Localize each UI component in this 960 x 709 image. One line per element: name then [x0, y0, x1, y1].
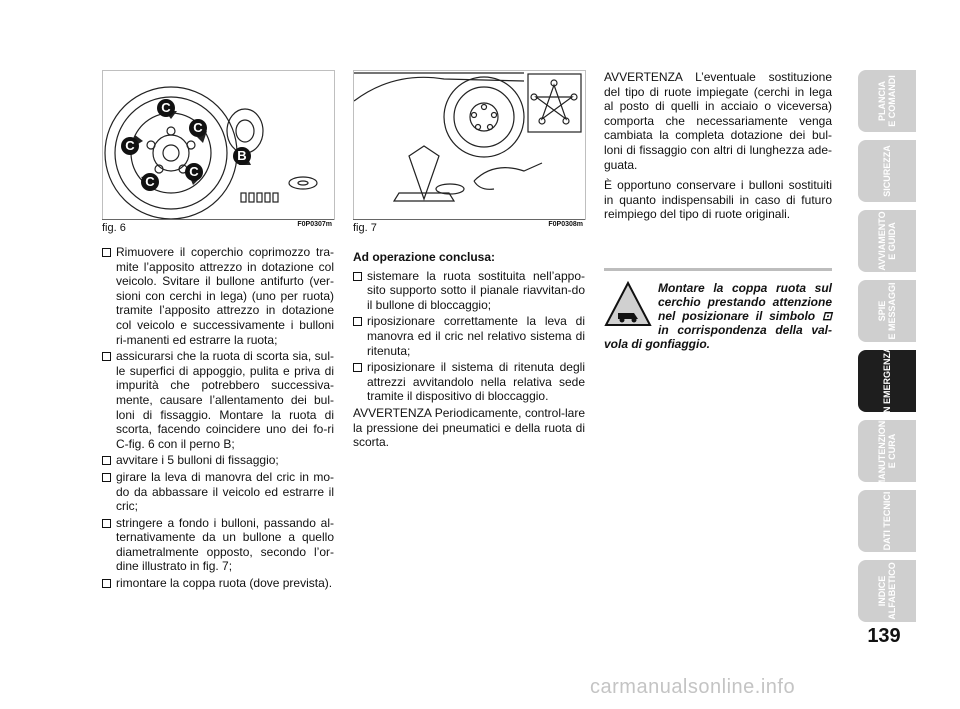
column-2 — [353, 250, 585, 452]
column-1 — [102, 245, 334, 593]
column-3 — [604, 70, 832, 224]
tab-indice-alfabetico[interactable]: INDICE ALFABETICO — [858, 560, 916, 622]
advice-paragraph: È opportuno conservare i bulloni sostituiti in quanto indispensabili in caso di futuro reimpiego del tipo di ruote originali. — [604, 178, 832, 222]
list-item: girare la leva di manovra del cric in mo-do da abbassare il veicolo ed estrarre il cric; — [102, 470, 334, 514]
bolt-hole-label-c: C — [157, 99, 175, 117]
bolt-hole-label-c: C — [121, 137, 139, 155]
note-paragraph: AVVERTENZA Periodicamente, control-lare la pressione dei pneumatici e della ruota di scorta. — [353, 405, 585, 450]
list-item: avvitare i 5 bulloni di fissaggio; — [102, 453, 334, 468]
list-item: riposizionare il sistema di ritenuta degli attrezzi avvitandolo nella relativa sede tramite il dispositivo di bloccaggio. — [353, 360, 585, 404]
warning-triangle-icon — [604, 281, 652, 327]
list-item: assicurarsi che la ruota di scorta sia, sul-le superfici di appoggio, pulita e priva di impurità che potrebbero successiva-mente, causare l’allentamento dei bul-loni di fissaggio. Montare la ruota di scorta, facendo coincidere uno dei fo-ri C-fig. 6 con il perno B; — [102, 349, 334, 451]
figure-7 — [353, 70, 586, 220]
list-item: sistemare la ruota sostituita nell’appo-sito supporto sotto il pianale riavvitan-do il bullone di bloccaggio; — [353, 269, 585, 313]
jack-and-wheel-illustration — [354, 71, 585, 219]
pin-label-b: B — [233, 147, 251, 165]
figure-6-code: F0P0307m — [297, 221, 332, 228]
procedure-list — [102, 245, 334, 591]
tab-in-emergenza[interactable]: IN EMERGENZA — [858, 350, 916, 412]
figure-6-caption: fig. 6 — [102, 222, 126, 234]
list-item: Rimuovere il coperchio coprimozzo tra-mite l’apposito attrezzo in dotazione col veicolo. Svitare il bullone antifurto (ver-sioni con cerchi in lega) (uno per ruota) tramite l’apposito attrezzo in dotazione col veicolo e successivamente i bulloni ri-manenti ed estrarre la ruota; — [102, 245, 334, 347]
bolt-hole-label-c: C — [189, 119, 207, 137]
tab-plancia-e-comandi[interactable]: PLANCIA E COMANDI — [858, 70, 916, 132]
section-heading: Ad operazione conclusa: — [353, 250, 496, 264]
page-number: 139 — [867, 625, 901, 647]
tab-spie-e-messaggi[interactable]: SPIE E MESSAGGI — [858, 280, 916, 342]
warning-text: Montare la coppa ruota sul cerchio prestando attenzione nel posizionare il simbolo ⊡ in corrispondenza della val-vola di gonfiaggio. — [604, 281, 832, 351]
tab-dati-tecnici[interactable]: DATI TECNICI — [858, 490, 916, 552]
watermark: carmanualsonline.info — [590, 676, 796, 698]
bolt-hole-label-c: C — [185, 163, 203, 181]
bolt-hole-label-c: C — [141, 173, 159, 191]
figure-7-caption-rule — [353, 219, 585, 220]
figure-6 — [102, 70, 335, 220]
warning-box — [604, 268, 832, 351]
tab-avviamento-e-guida[interactable]: AVVIAMENTO E GUIDA — [858, 210, 916, 272]
post-operation-list — [353, 269, 585, 404]
figure-7-code: F0P0308m — [548, 221, 583, 228]
tab-manutenzione-e-cura[interactable]: MANUTENZIONE E CURA — [858, 420, 916, 482]
figure-7-caption: fig. 7 — [353, 222, 377, 234]
tab-sicurezza[interactable]: SICUREZZA — [858, 140, 916, 202]
list-item: stringere a fondo i bulloni, passando al-ternativamente da un bullone a quello diametralmente opposto, secondo l’or-dine illustrato in fig. 7; — [102, 516, 334, 574]
warning-paragraph: AVVERTENZA L’eventuale sostituzione del tipo di ruote impiegate (cerchi in lega al posto di quelli in acciaio o viceversa) comporta che necessariamente venga cambiata la completa dotazione dei bul-loni di fissaggio con altri di lunghezza ade-guata. — [604, 70, 832, 172]
list-item: riposizionare correttamente la leva di manovra ed il cric nel relativo sistema di ritenuta; — [353, 314, 585, 358]
list-item: rimontare la coppa ruota (dove prevista). — [102, 576, 334, 591]
figure-6-caption-rule — [102, 219, 334, 220]
